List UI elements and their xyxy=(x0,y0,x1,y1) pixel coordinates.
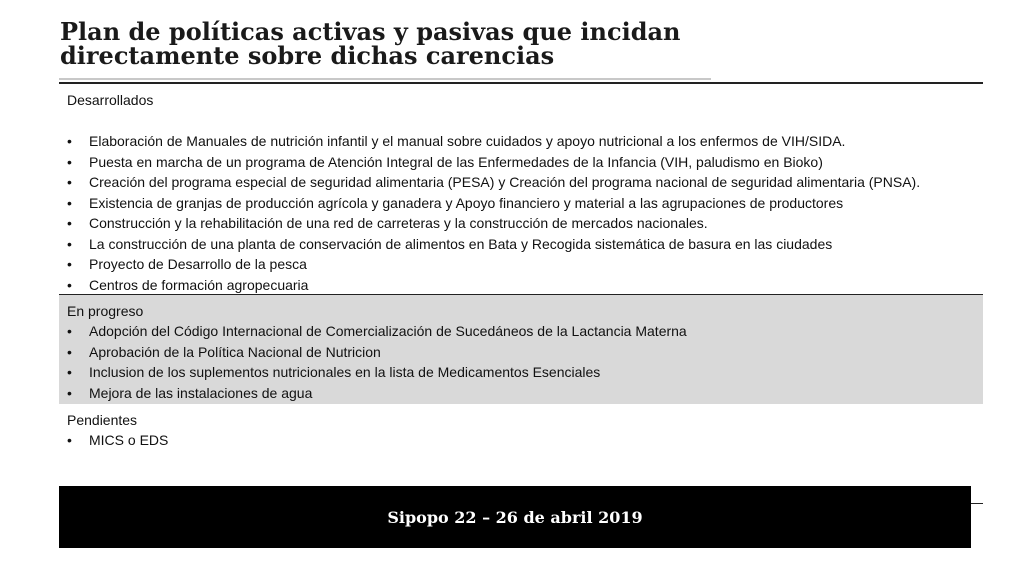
bullet-glyph: • xyxy=(67,215,72,231)
bullet-glyph: • xyxy=(67,153,72,170)
list-item: • Creación del programa especial de seguridad alimentaria (PESA) y Creación del programa nacional de seguridad alimentaria (PNSA). xyxy=(67,172,975,193)
slide-title xyxy=(60,17,720,70)
status-table xyxy=(59,82,983,484)
bullet-glyph: • xyxy=(67,235,72,252)
section-developed xyxy=(59,82,983,294)
section-in-progress xyxy=(59,294,983,404)
footer-date-text: Sipopo 22 – 26 de abril 2019 xyxy=(387,507,643,527)
footer-banner xyxy=(59,486,971,548)
slide-title-line-2: directamente sobre dichas carencias xyxy=(60,41,555,70)
list-item: • Aprobación de la Política Nacional de Nutricion xyxy=(67,342,975,363)
bullet-glyph: • xyxy=(67,364,72,380)
list-item: • Proyecto de Desarrollo de la pesca xyxy=(67,254,975,275)
list-item: • La construcción de una planta de conservación de alimentos en Bata y Recogida sistemática de basura en las ciudades xyxy=(67,234,975,255)
section-pending xyxy=(59,404,983,484)
bullet-glyph: • xyxy=(67,133,72,149)
section-label: En progreso xyxy=(67,303,144,319)
bullet-glyph: • xyxy=(67,432,72,448)
title-underline xyxy=(59,78,711,80)
bullet-glyph: • xyxy=(67,323,72,339)
list-item: • Inclusion de los suplementos nutricionales en la lista de Medicamentos Esenciales xyxy=(67,362,975,383)
table-bottom-rule-right xyxy=(971,503,983,504)
section-label: Desarrollados xyxy=(67,92,154,108)
list-item: • Elaboración de Manuales de nutrición infantil y el manual sobre cuidados y apoyo nutricional a los enfermos de VIH/SIDA. xyxy=(67,131,975,152)
pending-list xyxy=(67,430,975,451)
section-label: Pendientes xyxy=(67,412,138,428)
list-item: • Centros de formación agropecuaria xyxy=(67,275,975,296)
bullet-glyph: • xyxy=(67,174,72,190)
bullet-glyph: • xyxy=(67,194,72,211)
bullet-glyph: • xyxy=(67,256,72,272)
list-item: • Adopción del Código Internacional de Comercialización de Sucedáneos de la Lactancia Materna xyxy=(67,321,975,342)
bullet-glyph: • xyxy=(67,343,72,360)
bullet-glyph: • xyxy=(67,276,72,293)
list-item: • Construcción y la rehabilitación de una red de carreteras y la construcción de mercados nacionales. xyxy=(67,213,975,234)
list-item: • Puesta en marcha de un programa de Atención Integral de las Enfermedades de la Infancia (VIH, paludismo en Bioko) xyxy=(67,152,975,173)
list-item: • Mejora de las instalaciones de agua xyxy=(67,383,975,404)
list-item: • MICS o EDS xyxy=(67,430,975,451)
list-item: • Existencia de granjas de producción agrícola y ganadera y Apoyo financiero y material a las agrupaciones de productores xyxy=(67,193,975,214)
bullet-glyph: • xyxy=(67,384,72,401)
in-progress-list xyxy=(67,321,975,403)
slide-title-line-1: Plan de políticas activas y pasivas que incidan xyxy=(60,17,681,46)
developed-list xyxy=(67,131,975,295)
